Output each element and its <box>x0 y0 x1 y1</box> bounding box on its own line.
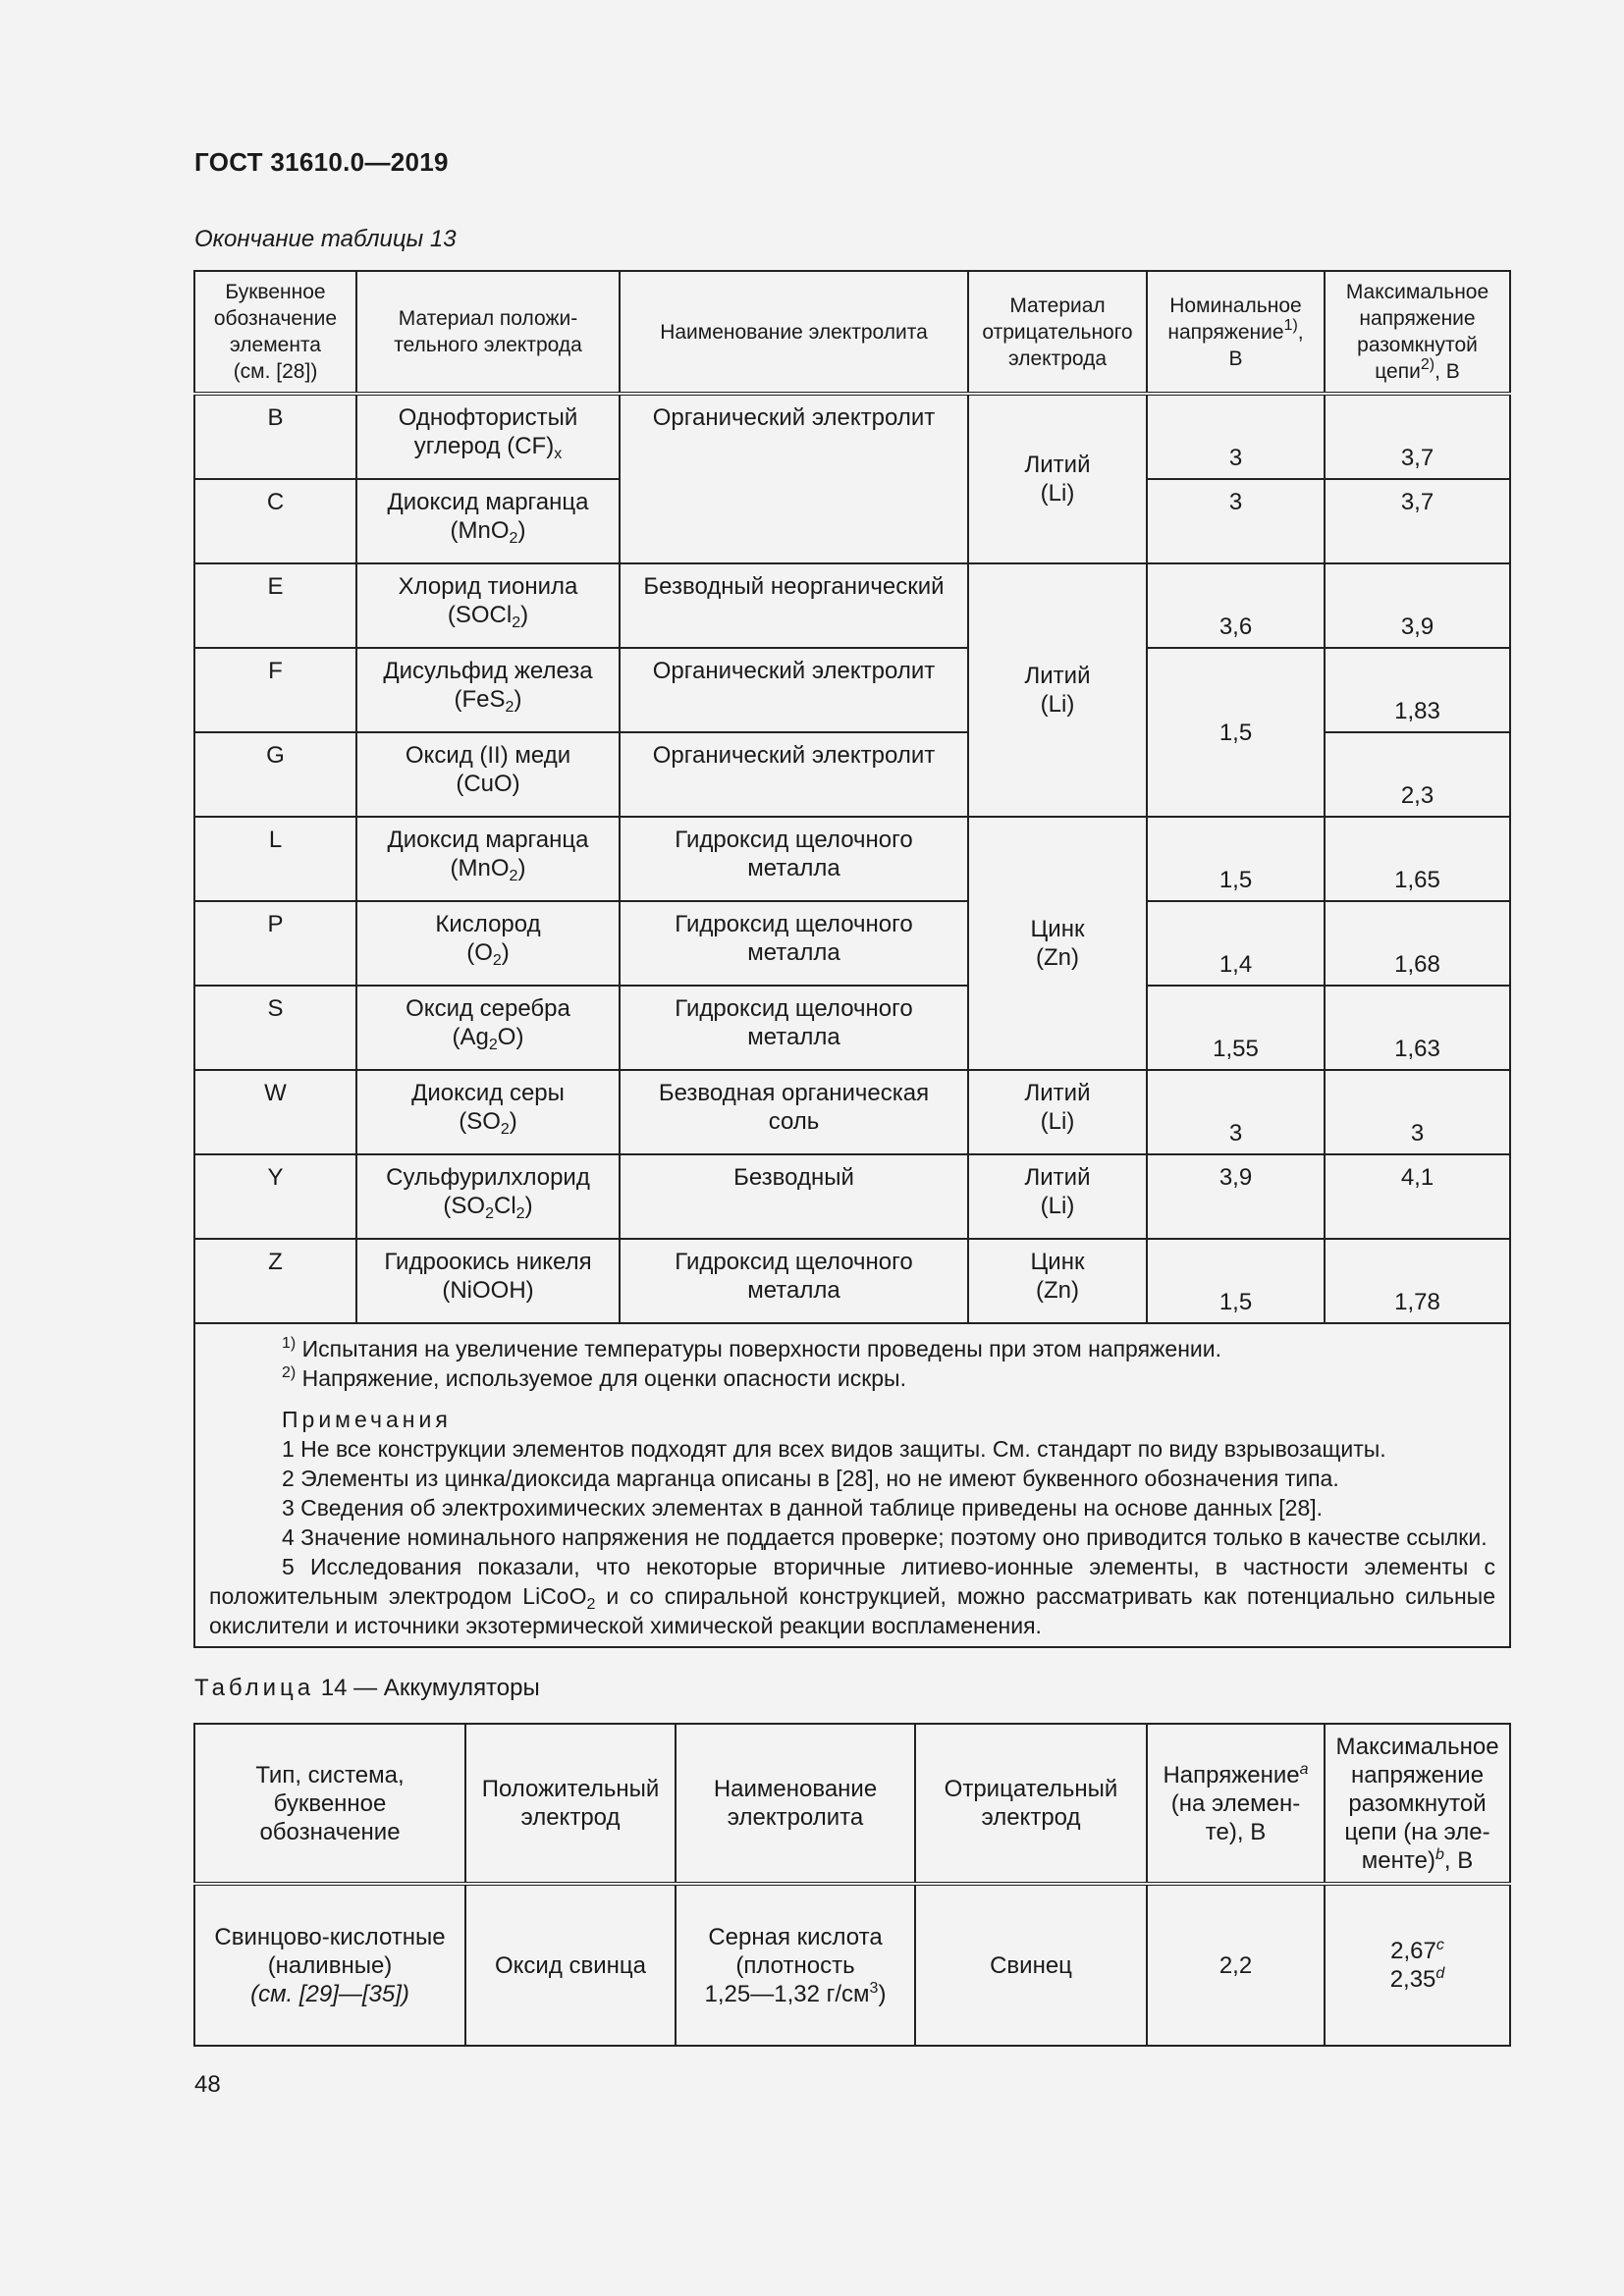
cell-electrolyte: Серная кислота (плотность 1,25—1,32 $г/см^3$) <box>676 1884 915 2046</box>
cell-negative: Цинк (Zn) <box>968 817 1147 1070</box>
table13 <box>193 270 1511 1648</box>
table-row <box>194 817 1510 901</box>
page-number: 48 <box>194 2071 221 2098</box>
th-electrolyte: Наименование электролита <box>620 271 968 394</box>
notes-heading: Примечания <box>282 1407 452 1432</box>
cell-positive: Дисульфид железа (FeS$_2$) <box>356 648 620 732</box>
cell-max: 3 <box>1325 1070 1510 1154</box>
table-row <box>194 1154 1510 1239</box>
cell-max: 1,63 <box>1325 986 1510 1070</box>
cell-positive: Оксид серебра $(Ag_2O)$ <box>356 986 620 1070</box>
th-negative: Отрицательный электрод <box>915 1724 1147 1884</box>
cell-nominal: 3,6 <box>1147 563 1325 648</box>
cell-code: G <box>194 732 356 817</box>
table13-notes <box>194 1323 1510 1647</box>
cell-nominal: 1,5 <box>1147 817 1325 901</box>
th-positive: Положительный электрод <box>465 1724 676 1884</box>
table-row <box>194 1884 1510 2046</box>
cell-code: C <box>194 479 356 563</box>
cell-code: B <box>194 394 356 479</box>
cell-negative: Литий (Li) <box>968 1070 1147 1154</box>
th-max-voltage: Максимальное напряжение разомкнутой цепи (на эле- менте)$^b$, В <box>1325 1724 1510 1884</box>
table13-notes-row <box>194 1323 1510 1647</box>
footnote-1: $^{1)}$ Испытания на увеличение температуры поверхности проведены при этом напряжении. <box>282 1335 1221 1362</box>
table-row <box>194 563 1510 648</box>
cell-max: 1,68 <box>1325 901 1510 986</box>
table14-header-row <box>194 1724 1510 1884</box>
cell-positive: Хлорид тионила (SOCl$_2$) <box>356 563 620 648</box>
cell-negative: Свинец <box>915 1884 1147 2046</box>
cell-electrolyte: Гидроксид щелочного металла <box>620 1239 968 1323</box>
th-letter-code: Буквенное обозначение элемента (см. [28]) <box>194 271 356 394</box>
cell-electrolyte: Безводный <box>620 1154 968 1239</box>
cell-nominal: 3 <box>1147 479 1325 563</box>
cell-max: 1,78 <box>1325 1239 1510 1323</box>
cell-electrolyte: Гидроксид щелочного металла <box>620 817 968 901</box>
cell-positive: Диоксид марганца (MnO$_2$) <box>356 479 620 563</box>
table13-caption: Окончание таблицы 13 <box>194 226 457 252</box>
th-voltage: Напряжение$^a$ (на элемен- те), В <box>1147 1724 1325 1884</box>
th-max-voltage: Максимальное напряжение разомкнутой цепи$^{2)}$, В <box>1325 271 1510 394</box>
cell-code: L <box>194 817 356 901</box>
cell-electrolyte: Гидроксид щелочного металла <box>620 901 968 986</box>
cell-nominal: 1,4 <box>1147 901 1325 986</box>
cell-max: 2,3 <box>1325 732 1510 817</box>
cell-electrolyte: Органический электролит <box>620 732 968 817</box>
cell-voltage: 2,2 <box>1147 1884 1325 2046</box>
cell-nominal: 3 <box>1147 1070 1325 1154</box>
cell-positive: Диоксид серы $(SO_2)$ <box>356 1070 620 1154</box>
th-nominal-voltage: Номинальное напряжение$^{1)}$, В <box>1147 271 1325 394</box>
cell-max: 3,7 <box>1325 479 1510 563</box>
cell-positive: Гидроокись никеля (NiOOH) <box>356 1239 620 1323</box>
cell-code: P <box>194 901 356 986</box>
table14-caption: Таблица 14 — Аккумуляторы <box>194 1675 540 1701</box>
table-row <box>194 394 1510 479</box>
cell-max: 1,83 <box>1325 648 1510 732</box>
cell-positive: Оксид (II) меди (CuO) <box>356 732 620 817</box>
cell-electrolyte: Безводный неорганический <box>620 563 968 648</box>
cell-type: Свинцово-кислотные (наливные) (см. [29]—[35]) <box>194 1884 465 2046</box>
cell-code: W <box>194 1070 356 1154</box>
cell-max: 3,9 <box>1325 563 1510 648</box>
footnote-2: $^{2)}$ Напряжение, используемое для оценки опасности искры. <box>282 1364 906 1391</box>
cell-max: 4,1 <box>1325 1154 1510 1239</box>
th-negative-electrode: Материал отрицательного электрода <box>968 271 1147 394</box>
cell-nominal: 1,5 <box>1147 648 1325 817</box>
table-row <box>194 648 1510 732</box>
cell-nominal: 3 <box>1147 394 1325 479</box>
cell-electrolyte: Гидроксид щелочного металла <box>620 986 968 1070</box>
cell-positive: Однофтористый углерод $(CF)_x$ <box>356 394 620 479</box>
cell-code: Y <box>194 1154 356 1239</box>
cell-positive: Сульфурилхлорид $(SO_2Cl_2)$ <box>356 1154 620 1239</box>
cell-negative: Литий (Li) <box>968 1154 1147 1239</box>
cell-positive: Диоксид марганца (MnO$_2$) <box>356 817 620 901</box>
table-row <box>194 1070 1510 1154</box>
cell-electrolyte: Органический электролит <box>620 648 968 732</box>
note-3: 3 Сведения об электрохимических элементах в данной таблице приведены на основе данных [28]. <box>282 1495 1324 1521</box>
cell-code: S <box>194 986 356 1070</box>
table-row <box>194 1239 1510 1323</box>
cell-code: Z <box>194 1239 356 1323</box>
cell-negative: Цинк (Zn) <box>968 1239 1147 1323</box>
cell-code: F <box>194 648 356 732</box>
note-5: 5 Исследования показали, что некоторые вторичные литиево-ионные элементы, в частности элементы с положительным электродом LiCoO$_2$ и со спиральной конструкцией, можно рассматривать как потенциально сильные окислители и источники экзотермической химической реакции воспламенения. <box>209 1554 1496 1638</box>
cell-max: 2,67$^c$ 2,35$^d$ <box>1325 1884 1510 2046</box>
table-row <box>194 986 1510 1070</box>
th-type: Тип, система, буквенное обозначение <box>194 1724 465 1884</box>
cell-negative: Литий (Li) <box>968 563 1147 817</box>
table14 <box>193 1723 1511 2047</box>
table-row <box>194 901 1510 986</box>
note-4: 4 Значение номинального напряжения не поддается проверке; поэтому оно приводится только в качестве ссылки. <box>282 1524 1488 1550</box>
cell-nominal: 1,55 <box>1147 986 1325 1070</box>
th-electrolyte: Наименование электролита <box>676 1724 915 1884</box>
cell-positive: Оксид свинца <box>465 1884 676 2046</box>
document-header: ГОСТ 31610.0—2019 <box>194 147 449 177</box>
cell-nominal: 1,5 <box>1147 1239 1325 1323</box>
cell-negative: Литий (Li) <box>968 394 1147 563</box>
th-positive-electrode: Материал положи- тельного электрода <box>356 271 620 394</box>
cell-electrolyte: Безводная органическая соль <box>620 1070 968 1154</box>
cell-max: 1,65 <box>1325 817 1510 901</box>
cell-electrolyte: Органический электролит <box>620 394 968 563</box>
cell-nominal: 3,9 <box>1147 1154 1325 1239</box>
cell-max: 3,7 <box>1325 394 1510 479</box>
cell-positive: Кислород $(O_2)$ <box>356 901 620 986</box>
cell-code: E <box>194 563 356 648</box>
note-1: 1 Не все конструкции элементов подходят для всех видов защиты. См. стандарт по виду взрывозащиты. <box>282 1436 1386 1462</box>
note-2: 2 Элементы из цинка/диоксида марганца описаны в [28], но не имеют буквенного обозначения типа. <box>282 1466 1339 1491</box>
table13-header-row <box>194 271 1510 394</box>
